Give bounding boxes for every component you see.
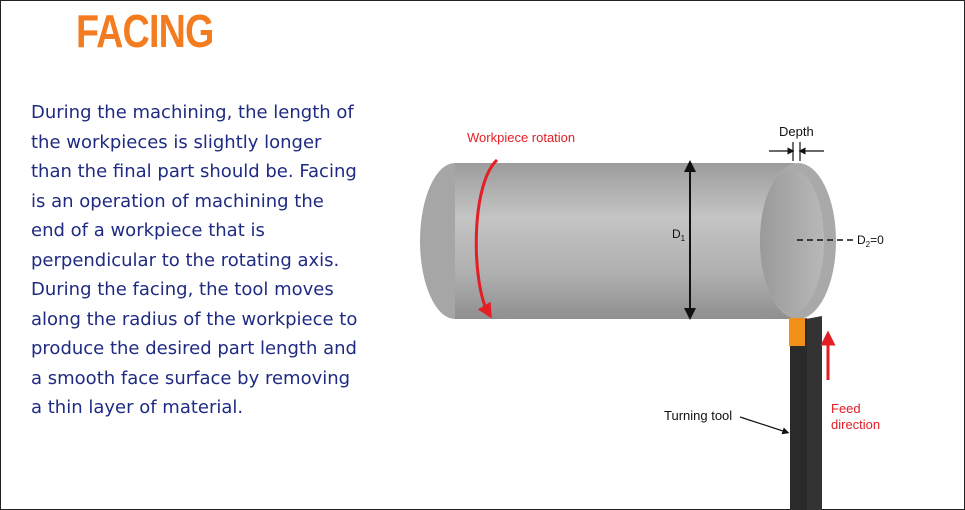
- facing-diagram: [400, 100, 960, 510]
- paragraph-line: the workpieces is slightly longer: [31, 131, 322, 153]
- paragraph-line: During the machining, the length of: [31, 102, 354, 123]
- depth-label: Depth: [779, 124, 814, 139]
- description-paragraph: [31, 98, 376, 423]
- paragraph-line: During the facing, the tool moves: [31, 279, 334, 300]
- paragraph-line: along the radius of the workpiece to: [31, 308, 358, 330]
- feed-label-line2: direction: [831, 417, 881, 432]
- depth-indicator: [769, 142, 824, 161]
- paragraph-line: than the final part should be. Facing: [31, 161, 357, 182]
- tool-label: Turning tool: [664, 408, 733, 423]
- page-title: FACING: [76, 5, 214, 57]
- d2-label: $D_2=0$: [857, 233, 884, 249]
- feed-label-line1: Feed: [831, 401, 861, 416]
- tool-pointer-line: [740, 417, 786, 432]
- rotation-label: Workpiece rotation: [467, 130, 576, 145]
- paragraph-line: produce the desired part length and: [31, 338, 357, 359]
- paragraph-line: perpendicular to the rotating axis.: [31, 249, 340, 271]
- d1-label: $D_1$: [672, 227, 686, 243]
- paragraph-line: end of a workpiece that is: [31, 220, 265, 241]
- turning-tool: [789, 316, 822, 510]
- paragraph-line: is an operation of machining the: [31, 190, 324, 212]
- paragraph-line: a thin layer of material.: [31, 397, 244, 418]
- paragraph-line: a smooth face surface by removing: [31, 367, 351, 389]
